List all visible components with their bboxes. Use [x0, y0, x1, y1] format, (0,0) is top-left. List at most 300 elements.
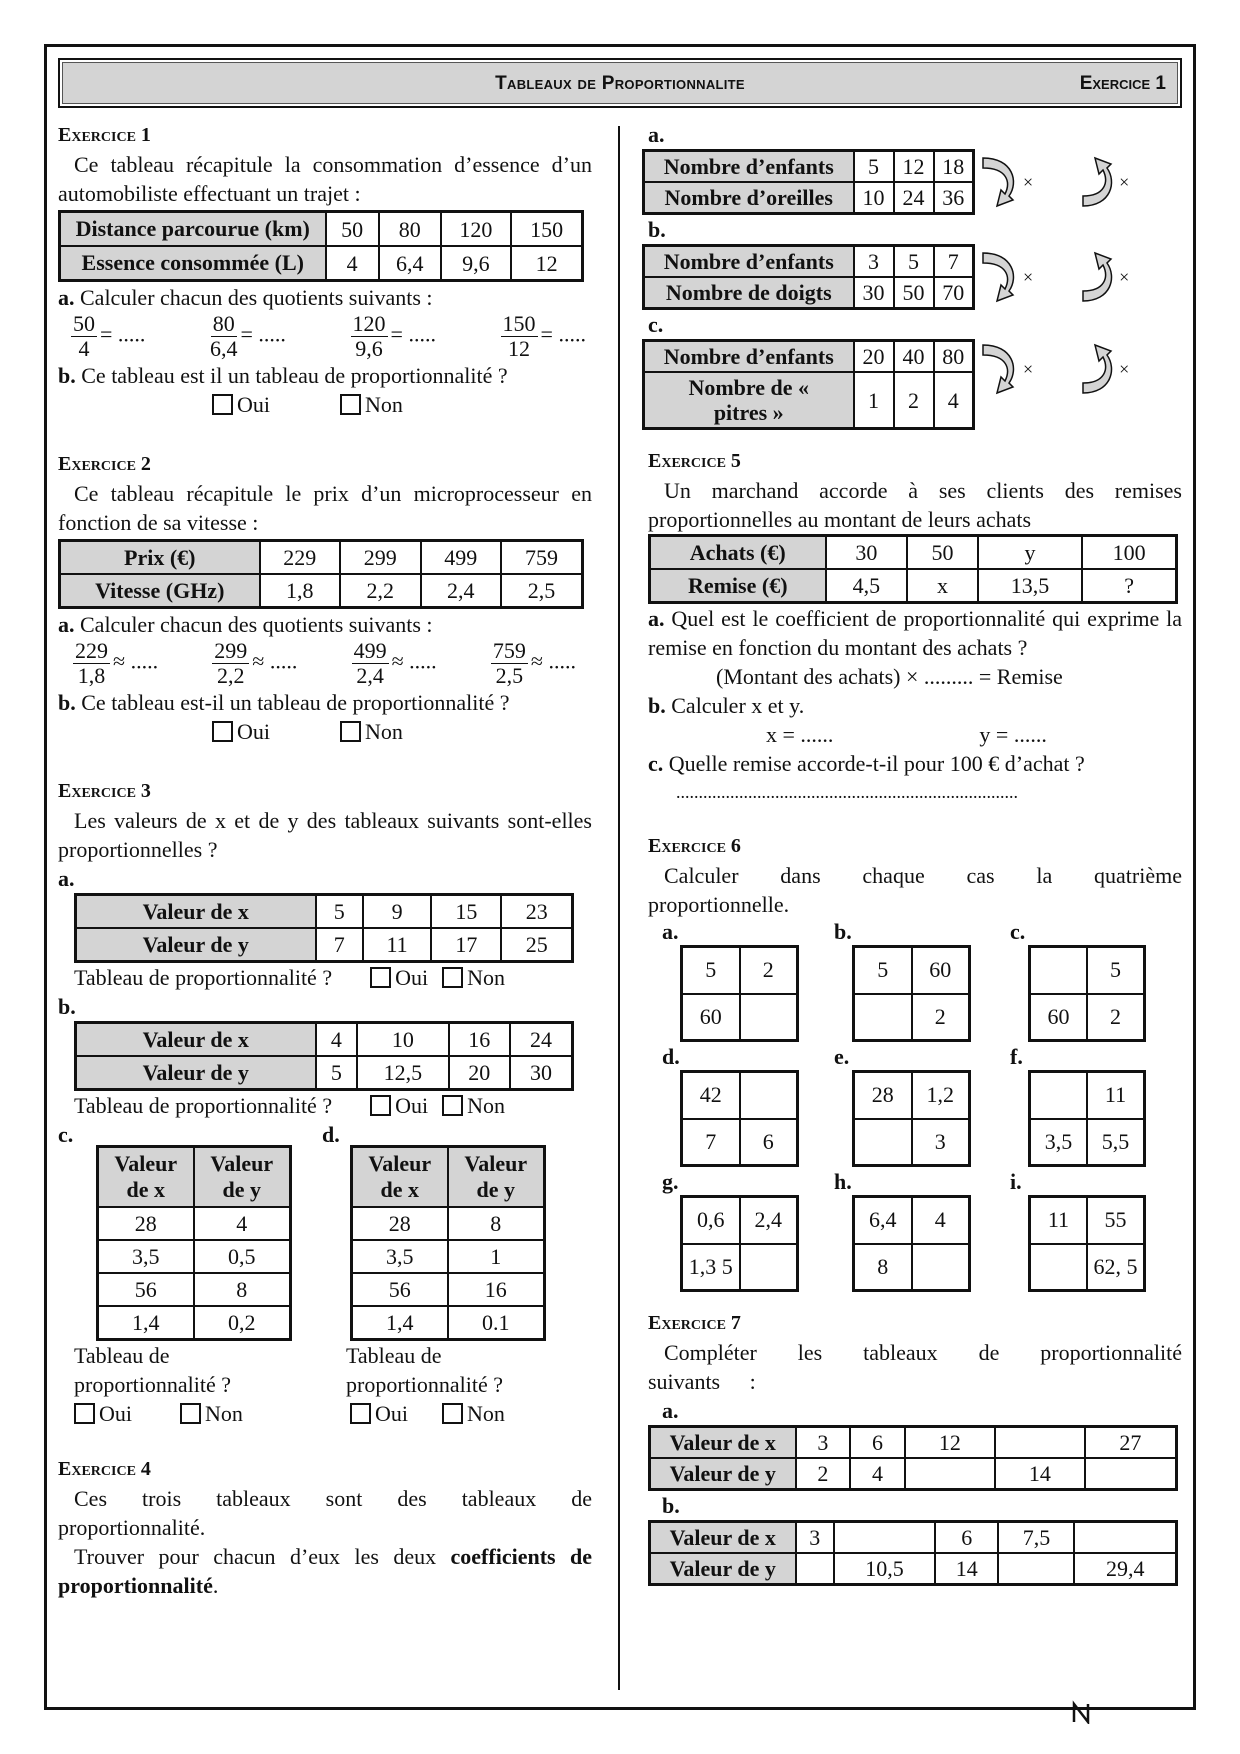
ex1-eq: = .....: [100, 321, 146, 347]
ex1-frac-den: 12: [508, 336, 531, 361]
ex5-cell: 30: [826, 536, 908, 570]
ex7a-cell: 2: [796, 1458, 851, 1490]
ex3b-non-checkbox[interactable]: [442, 1095, 463, 1116]
ex3c-cell: 0,5: [194, 1240, 291, 1273]
ex6-grid-6: [996, 1044, 1146, 1167]
ex3a-cell: 17: [431, 928, 501, 962]
ex4c-table: [642, 339, 975, 430]
ex2-approx: ≈ .....: [391, 648, 437, 674]
ex2-qb-prefix: b.: [58, 690, 76, 715]
ex3c-cell: 0,2: [194, 1306, 291, 1340]
ex5-cell: x: [907, 569, 977, 603]
ex6-grid-cell: 1,2: [912, 1072, 970, 1119]
ex5-qc-prefix: c.: [648, 751, 664, 776]
ex3b-cell: 12,5: [357, 1056, 448, 1090]
ex4a-cell: 5: [854, 151, 894, 183]
ex3c-non-checkbox[interactable]: [180, 1403, 201, 1424]
ex1-cell: 12: [511, 246, 582, 281]
curved-arrow-down-icon: [979, 152, 1023, 212]
ex3c-table: [96, 1145, 292, 1341]
ex3c-cell: 3,5: [98, 1240, 194, 1273]
ex3d-question-l1: Tableau de: [346, 1343, 442, 1368]
ex6-grid-cell: 62, 5: [1087, 1244, 1145, 1291]
ex3d-oui-checkbox[interactable]: [350, 1403, 371, 1424]
ex7a-cell: [995, 1427, 1085, 1459]
ex7a-cell: [1085, 1458, 1177, 1490]
ex2-cell: 299: [340, 541, 421, 575]
ex6-grid-cell: [854, 994, 912, 1041]
ex5-table: [648, 534, 1178, 604]
ex6-grid-cell: 60: [1030, 994, 1088, 1041]
ex3a-oui-checkbox[interactable]: [370, 967, 391, 988]
ex6-grid-cell: [1030, 1072, 1088, 1119]
ex1-row1-label: Distance parcourue (km): [60, 212, 326, 247]
ex6-grid-label: i.: [1010, 1169, 1022, 1194]
ex3d-oui-label: Oui: [375, 1401, 408, 1426]
ex3b-label-y: Valeur de y: [76, 1056, 316, 1090]
ex6-grid-table: [680, 1070, 799, 1167]
right-column: [648, 120, 1182, 1586]
ex5-row1-label: Achats (€): [650, 536, 826, 570]
ex4a-row1-label: Nombre d’enfants: [644, 151, 854, 183]
ex3c-cell: 1,4: [98, 1306, 194, 1340]
ex2-cell: 2,2: [340, 574, 421, 608]
ex4-p1: Ces trois tableaux sont des tableaux de proportionnalité.: [58, 1486, 592, 1540]
curved-arrow-up-icon: [1075, 247, 1119, 307]
ex3b-cell: 16: [449, 1023, 511, 1057]
ex2-non-checkbox[interactable]: [340, 721, 361, 742]
ex5-title: Exercice 5: [648, 450, 741, 472]
ex7a-cell: [905, 1458, 995, 1490]
page-title: Tableaux de Proportionnalite: [495, 73, 745, 94]
ex6-grid-cell: [740, 1244, 798, 1291]
ex2-row2-label: Vitesse (GHz): [60, 574, 260, 608]
ex6-grid-label: d.: [662, 1044, 680, 1069]
ex4-p2-start: Trouver pour chacun d’eux les deux: [74, 1544, 437, 1569]
ex1-cell: 80: [379, 212, 441, 247]
ex6-grid-cell: 8: [854, 1244, 912, 1291]
ex7b-label-y: Valeur de y: [650, 1553, 796, 1585]
ex5-qb: Calculer x et y.: [671, 693, 805, 718]
ex6-title: Exercice 6: [648, 835, 741, 857]
ex4-b-label: b.: [648, 217, 666, 242]
ex1-intro: Ce tableau récapitule la consommation d’essence d’un automobiliste effectuant un trajet :: [58, 152, 592, 206]
ex6-grids: [648, 919, 1182, 1294]
ex4-p2-bold: coefficients de proportionnalité: [58, 1544, 593, 1598]
ex3d-cell: 0.1: [448, 1306, 545, 1340]
ex5-qc: Quelle remise accorde-t-il pour 100 € d’achat ?: [668, 751, 1085, 776]
ex3d-non-checkbox[interactable]: [442, 1403, 463, 1424]
ex6-grid-cell: [854, 1119, 912, 1166]
ex6-grid-table: [680, 945, 799, 1042]
ex4b-times-down: ×: [1023, 266, 1034, 287]
ex7b-cell: [998, 1553, 1074, 1585]
ex6-grid-label: a.: [662, 919, 679, 944]
ex7-title: Exercice 7: [648, 1312, 741, 1334]
ex7a-cell: 4: [850, 1458, 905, 1490]
ex6-grid-cell: 5: [682, 947, 740, 994]
ex5-cell: 100: [1082, 536, 1176, 570]
ex3-a-label: a.: [58, 866, 75, 891]
ex4c-times-up: ×: [1119, 359, 1130, 379]
ex4b-row2-label: Nombre de doigts: [644, 277, 854, 309]
ex6-grid-table: [1028, 945, 1146, 1042]
ex3d-cell: 16: [448, 1273, 545, 1306]
ex2-cell: 2,4: [421, 574, 502, 608]
ex1-qb: Ce tableau est il un tableau de proportionnalité ?: [81, 363, 508, 388]
ex6-grid-cell: 4: [912, 1197, 970, 1244]
ex3a-cell: 5: [316, 895, 363, 929]
ex2-approx: ≈ .....: [252, 648, 298, 674]
ex2-row1-label: Prix (€): [60, 541, 260, 575]
ex3d-cell: 1,4: [352, 1306, 448, 1340]
ex6-grid-cell: 60: [912, 947, 970, 994]
ex6-grid-9: [996, 1169, 1146, 1292]
ex1-eq: = .....: [240, 321, 286, 347]
ex6-grid-cell: 6,4: [854, 1197, 912, 1244]
ex4a-table: [642, 149, 975, 215]
ex6-grid-cell: 5,5: [1087, 1119, 1145, 1166]
ex3a-cell: 25: [501, 928, 572, 962]
ex4c-row2-label: Nombre de « pitres »: [644, 372, 854, 429]
ex1-cell: 50: [326, 212, 379, 247]
ex2-non-label: Non: [365, 719, 403, 744]
ex5-x-eq: x = ......: [766, 722, 834, 747]
ex7a-label-y: Valeur de y: [650, 1458, 796, 1490]
ex6-grid-cell: 11: [1030, 1197, 1087, 1244]
ex6-grid-cell: 42: [682, 1072, 740, 1119]
ex3c-oui-label: Oui: [99, 1401, 132, 1426]
ex4a-cell: 24: [894, 182, 934, 214]
ex3a-non-checkbox[interactable]: [442, 967, 463, 988]
ex2-frac-num: 299: [214, 638, 248, 663]
ex1-cell: 4: [326, 246, 379, 281]
ex5-cell: 4,5: [826, 569, 908, 603]
ex3a-cell: 11: [363, 928, 431, 962]
title-bar: [58, 58, 1182, 108]
ex6-grid-label: g.: [662, 1169, 679, 1194]
ex3-intro: Les valeurs de x et de y des tableaux suivants sont-elles proportionnelles ?: [58, 808, 592, 862]
ex2-oui-checkbox[interactable]: [212, 721, 233, 742]
ex6-grid-cell: 0,6: [682, 1197, 740, 1244]
curved-arrow-down-icon: [979, 247, 1023, 307]
ex1-oui-checkbox[interactable]: [212, 394, 233, 415]
column-separator: [618, 126, 620, 1690]
ex5-qa-prefix: a.: [648, 606, 665, 631]
ex6-grid-cell: 2: [740, 947, 798, 994]
ex5-answer-dots: ............................................................................: [676, 782, 1018, 802]
ex1-cell: 120: [441, 212, 512, 247]
ex6-grid-label: e.: [834, 1044, 850, 1069]
ex6-grid-cell: 55: [1087, 1197, 1145, 1244]
ex4b-cell: 3: [854, 246, 894, 278]
ex3c-head-y: Valeur de y: [194, 1147, 291, 1208]
ex4a-cell: 18: [934, 151, 974, 183]
ex6-grid-cell: 7: [682, 1119, 740, 1166]
ex4c-cell: 2: [894, 372, 934, 429]
ex5-cell: 13,5: [978, 569, 1083, 603]
ex7-b-label: b.: [662, 1493, 680, 1518]
ex4a-cell: 10: [854, 182, 894, 214]
ex3d-head-x: Valeur de x: [352, 1147, 448, 1208]
ex6-grid-cell: 2: [1087, 994, 1144, 1041]
ex6-grid-table: [680, 1195, 799, 1292]
ex6-grid-cell: 60: [682, 994, 740, 1041]
ex3d-cell: 8: [448, 1207, 545, 1240]
ex3c-cell: 4: [194, 1207, 291, 1240]
ex6-grid-cell: 2,4: [740, 1197, 798, 1244]
ex6-grid-5: [820, 1044, 996, 1167]
ex3-c-label: c.: [58, 1122, 74, 1147]
ex3d-cell: 56: [352, 1273, 448, 1306]
ex7a-cell: 27: [1085, 1427, 1177, 1459]
ex3c-question-l1: Tableau de: [74, 1343, 170, 1368]
ex7a-cell: 14: [995, 1458, 1085, 1490]
ex7a-cell: 3: [796, 1427, 851, 1459]
ex3a-label-y: Valeur de y: [76, 928, 316, 962]
ex4a-times-up: ×: [1119, 171, 1130, 192]
ex3b-label-x: Valeur de x: [76, 1023, 316, 1057]
ex6-grid-label: h.: [834, 1169, 852, 1194]
ex3d-table: [350, 1145, 546, 1341]
ex3b-question: Tableau de proportionnalité ?: [74, 1093, 333, 1118]
ex3c-oui-checkbox[interactable]: [74, 1403, 95, 1424]
ex4-c-label: c.: [648, 312, 664, 337]
ex4a-row2-label: Nombre d’oreilles: [644, 182, 854, 214]
ex7b-cell: [796, 1553, 835, 1585]
ex3b-cell: 20: [449, 1056, 511, 1090]
ex7b-cell: 7,5: [998, 1522, 1074, 1554]
ex3c-cell: 28: [98, 1207, 194, 1240]
ex2-qb: Ce tableau est-il un tableau de proportionnalité ?: [81, 690, 510, 715]
ex7b-cell: 6: [935, 1522, 999, 1554]
ex2-title: Exercice 2: [58, 453, 151, 475]
ex4c-cell: 20: [854, 341, 894, 373]
ex3b-cell: 5: [316, 1056, 358, 1090]
ex3c-cell: 8: [194, 1273, 291, 1306]
ex6-grid-4: [648, 1044, 820, 1167]
ex6-grid-3: [996, 919, 1146, 1042]
ex4b-table: [642, 244, 975, 310]
ex4-a-label: a.: [648, 122, 665, 147]
ex3a-cell: 15: [431, 895, 501, 929]
ex6-grid-cell: 2: [912, 994, 970, 1041]
ex1-cell: 6,4: [379, 246, 441, 281]
ex1-qb-prefix: b.: [58, 363, 76, 388]
ex6-grid-table: [852, 1195, 971, 1292]
ex1-row2-label: Essence consommée (L): [60, 246, 326, 281]
ex3a-oui-label: Oui: [395, 965, 429, 990]
ex4b-times-up: ×: [1119, 266, 1130, 287]
curved-arrow-up-icon: [1075, 152, 1119, 212]
ex3c-non-label: Non: [205, 1401, 243, 1426]
ex3b-cell: 4: [316, 1023, 358, 1057]
ex2-approx: ≈ .....: [113, 648, 159, 674]
ex3a-cell: 9: [363, 895, 431, 929]
ex3c-head-x: Valeur de x: [98, 1147, 194, 1208]
ex2-qa-prefix: a.: [58, 612, 75, 637]
ex4b-cell: 5: [894, 246, 934, 278]
ex2-cell: 2,5: [501, 574, 582, 608]
ex3d-cell: 3,5: [352, 1240, 448, 1273]
ex1-frac-num: 120: [352, 311, 386, 336]
ex6-grid-7: [648, 1169, 820, 1292]
ex3b-cell: 30: [510, 1056, 572, 1090]
ex7b-cell: 3: [796, 1522, 835, 1554]
ex7b-label-x: Valeur de x: [650, 1522, 796, 1554]
ex3b-oui-checkbox[interactable]: [370, 1095, 391, 1116]
ex1-qa: Calculer chacun des quotients suivants :: [80, 285, 433, 310]
page-corner-mark-icon: [1070, 1700, 1100, 1724]
ex4-title: Exercice 4: [58, 1458, 151, 1480]
ex3a-table: [74, 893, 574, 963]
ex6-grid-label: f.: [1010, 1044, 1023, 1069]
ex5-y-eq: y = ......: [979, 722, 1047, 747]
ex6-grid-label: c.: [1010, 919, 1026, 944]
ex2-cell: 1,8: [260, 574, 341, 608]
ex1-non-checkbox[interactable]: [340, 394, 361, 415]
ex4b-cell: 7: [934, 246, 974, 278]
ex3b-cell: 10: [357, 1023, 448, 1057]
ex7b-cell: 10,5: [834, 1553, 935, 1585]
ex4b-row1-label: Nombre d’enfants: [644, 246, 854, 278]
ex3c-cell: 56: [98, 1273, 194, 1306]
ex6-grid-cell: [1030, 947, 1088, 994]
ex5-intro: Un marchand accorde à ses clients des remises proportionnelles au montant de leurs achats: [648, 478, 1182, 532]
ex3a-question: Tableau de proportionnalité ?: [74, 965, 333, 990]
ex4a-cell: 12: [894, 151, 934, 183]
ex2-frac-den: 1,8: [77, 663, 106, 688]
ex6-grid-table: [1028, 1070, 1146, 1167]
ex6-grid-cell: 28: [854, 1072, 912, 1119]
ex4c-cell: 4: [934, 372, 974, 429]
ex6-grid-cell: 3: [912, 1119, 970, 1166]
ex1-frac-den: 9,6: [355, 336, 383, 361]
ex3d-question-l2: proportionnalité ?: [346, 1372, 504, 1397]
header-exercise-label: Exercice 1: [1079, 73, 1166, 94]
ex6-grid-cell: [1030, 1244, 1087, 1291]
ex1-eq: = .....: [540, 321, 586, 347]
ex3d-cell: 28: [352, 1207, 448, 1240]
ex1-frac-den: 6,4: [210, 336, 238, 361]
ex3-b-label: b.: [58, 994, 76, 1019]
left-column: [58, 120, 592, 1600]
ex4-p2-end: .: [212, 1573, 219, 1598]
ex1-frac-num: 150: [502, 311, 536, 336]
ex3a-label-x: Valeur de x: [76, 895, 316, 929]
ex4c-row1-label: Nombre d’enfants: [644, 341, 854, 373]
ex2-table: [58, 539, 584, 609]
ex5-cell: ?: [1082, 569, 1176, 603]
ex7b-table: [648, 1520, 1178, 1586]
ex2-approx: ≈ .....: [530, 648, 576, 674]
ex2-frac-num: 499: [353, 638, 387, 663]
ex4c-cell: 1: [854, 372, 894, 429]
ex4c-cell: 80: [934, 341, 974, 373]
ex6-grid-2: [820, 919, 996, 1042]
ex5-cell: 50: [907, 536, 977, 570]
ex3-d-label: d.: [322, 1122, 340, 1147]
ex2-frac-num: 759: [492, 638, 526, 663]
ex6-grid-cell: [740, 1072, 798, 1119]
ex3c-question-l2: proportionnalité ?: [74, 1372, 232, 1397]
ex3a-cell: 23: [501, 895, 572, 929]
ex6-grid-cell: 1,3 5: [682, 1244, 740, 1291]
ex1-frac-den: 4: [78, 336, 90, 361]
ex6-grid-8: [820, 1169, 996, 1292]
ex6-grid-cell: 5: [854, 947, 912, 994]
ex2-frac-den: 2,5: [495, 663, 524, 688]
ex1-frac-num: 80: [212, 311, 235, 336]
ex4b-cell: 70: [934, 277, 974, 309]
ex3d-cell: 1: [448, 1240, 545, 1273]
ex7-a-label: a.: [662, 1398, 679, 1423]
ex1-eq: = .....: [390, 321, 436, 347]
ex2-cell: 759: [501, 541, 582, 575]
ex1-cell: 150: [511, 212, 582, 247]
ex3b-non-label: Non: [467, 1093, 505, 1118]
ex7a-cell: 6: [850, 1427, 905, 1459]
ex7-intro: Compléter les tableaux de proportionnalité suivants :: [648, 1340, 1182, 1394]
ex1-qa-prefix: a.: [58, 285, 75, 310]
ex6-grid-table: [852, 1070, 971, 1167]
ex5-formula: (Montant des achats) × ......... = Remise: [716, 664, 1063, 689]
curved-arrow-down-icon: [979, 339, 1023, 399]
ex2-qa: Calculer chacun des quotients suivants :: [80, 612, 433, 637]
ex6-grid-cell: 11: [1087, 1072, 1145, 1119]
ex2-frac-den: 2,4: [356, 663, 384, 688]
ex7b-cell: [834, 1522, 935, 1554]
ex1-table: [58, 210, 584, 282]
ex2-oui-label: Oui: [237, 719, 270, 744]
curved-arrow-up-icon: [1075, 339, 1119, 399]
ex7a-cell: 12: [905, 1427, 995, 1459]
ex3a-non-label: Non: [467, 965, 505, 990]
ex2-intro: Ce tableau récapitule le prix d’un microprocesseur en fonction de sa vitesse :: [58, 481, 592, 535]
ex4a-cell: 36: [934, 182, 974, 214]
ex3d-head-y: Valeur de y: [448, 1147, 545, 1208]
ex3a-cell: 7: [316, 928, 363, 962]
ex2-cell: 499: [421, 541, 502, 575]
ex6-grid-cell: [740, 994, 798, 1041]
ex4c-times-down: ×: [1023, 359, 1034, 379]
ex5-cell: y: [978, 536, 1083, 570]
ex6-grid-table: [852, 945, 971, 1042]
ex1-non-label: Non: [365, 392, 403, 417]
ex6-grid-table: [1028, 1195, 1146, 1292]
ex7b-cell: [1074, 1522, 1176, 1554]
ex4b-cell: 50: [894, 277, 934, 309]
ex3-title: Exercice 3: [58, 780, 151, 802]
ex7a-label-x: Valeur de x: [650, 1427, 796, 1459]
ex3b-oui-label: Oui: [395, 1093, 429, 1118]
ex6-grid-cell: 5: [1087, 947, 1144, 994]
ex6-grid-label: b.: [834, 919, 852, 944]
ex2-cell: 229: [260, 541, 341, 575]
ex2-frac-num: 229: [75, 638, 108, 663]
ex6-grid-cell: 6: [740, 1119, 798, 1166]
ex1-cell: 9,6: [441, 246, 512, 281]
ex6-grid-1: [648, 919, 820, 1042]
ex4b-cell: 30: [854, 277, 894, 309]
ex1-oui-label: Oui: [237, 392, 270, 417]
ex3b-cell: 24: [510, 1023, 572, 1057]
ex2-frac-den: 2,2: [217, 663, 245, 688]
ex6-intro: Calculer dans chaque cas la quatrième proportionnelle.: [648, 863, 1182, 917]
ex5-qa: Quel est le coefficient de proportionnalité qui exprime la remise en fonction du montant des achats ?: [648, 606, 1183, 660]
ex1-title: Exercice 1: [58, 124, 151, 146]
ex3b-table: [74, 1021, 574, 1091]
